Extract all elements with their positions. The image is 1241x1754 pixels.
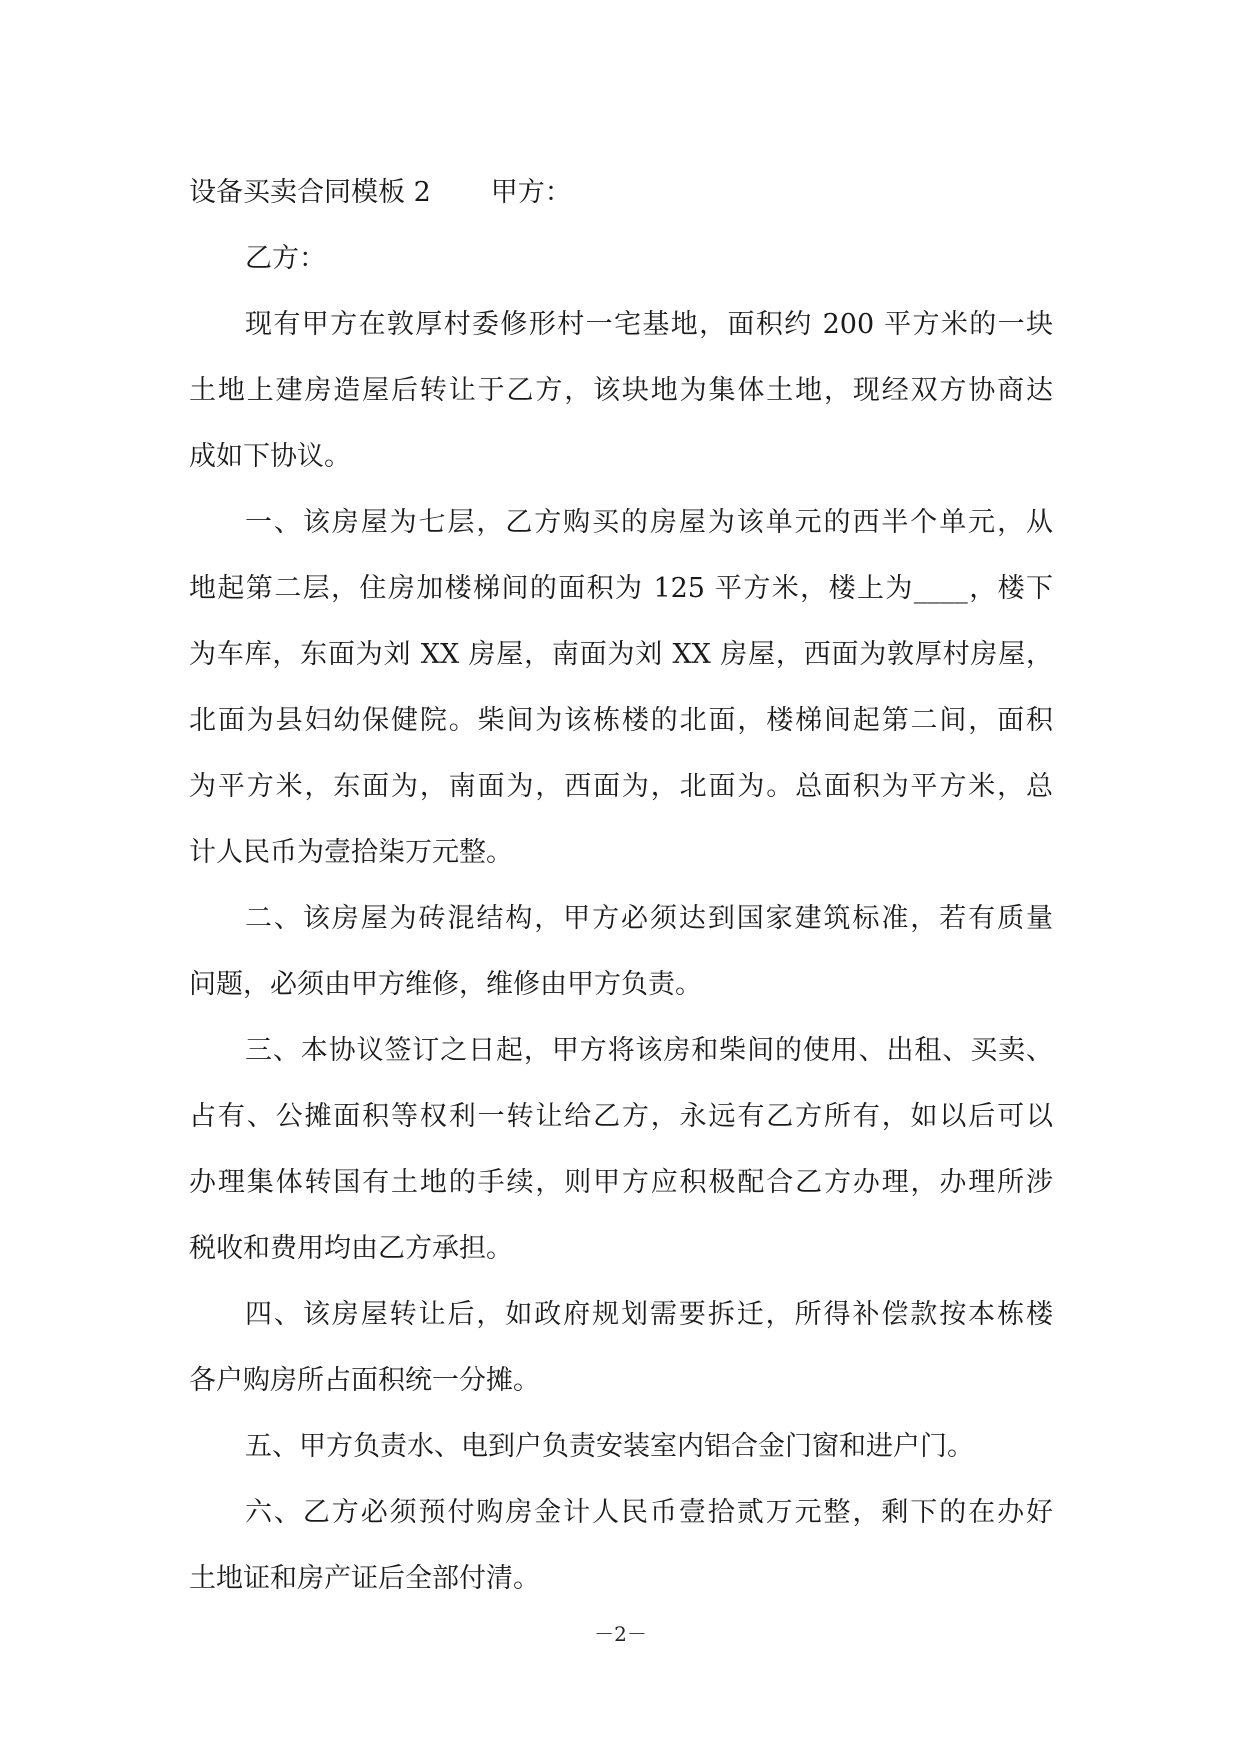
text-line: 五、甲方负责水、电到户负责安装室内铝合金门窗和进户门。 bbox=[245, 1431, 974, 1462]
paragraph bbox=[189, 292, 1053, 490]
text-line: 六、乙方必须预付购房金计人民币壹拾贰万元整，剩下的在办好 bbox=[245, 1497, 1053, 1528]
party-a-label: 甲方： bbox=[490, 177, 572, 208]
text-line: 税收和费用均由乙方承担。 bbox=[189, 1233, 513, 1264]
text-line: 三、本协议签订之日起，甲方将该房和柴间的使用、出租、买卖、 bbox=[245, 1035, 1053, 1066]
text-line: 现有甲方在敦厚村委修形村一宅基地，面积约 200 平方米的一块 bbox=[245, 309, 1053, 340]
text-line: 为车库，东面为刘 XX 房屋，南面为刘 XX 房屋，西面为敦厚村房屋， bbox=[189, 639, 1053, 670]
paragraph bbox=[189, 1480, 1053, 1612]
document-body bbox=[189, 160, 1053, 1612]
party-b-label: 乙方： bbox=[245, 243, 326, 274]
text-line: 二、该房屋为砖混结构，甲方必须达到国家建筑标准，若有质量 bbox=[245, 903, 1053, 934]
text-line: 北面为县妇幼保健院。柴间为该栋楼的北面，楼梯间起第二间，面积 bbox=[189, 705, 1053, 736]
paragraph bbox=[189, 1282, 1053, 1414]
paragraph bbox=[189, 1414, 1053, 1480]
text-line: 一、该房屋为七层，乙方购买的房屋为该单元的西半个单元，从 bbox=[245, 507, 1053, 538]
text-line: 占有、公摊面积等权利一转让给乙方，永远有乙方所有，如以后可以 bbox=[189, 1101, 1053, 1132]
paragraph bbox=[189, 1018, 1053, 1282]
page-number: －2－ bbox=[594, 1622, 647, 1646]
text-line: 计人民币为壹拾柒万元整。 bbox=[189, 837, 513, 868]
text-line: 为平方米，东面为，南面为，西面为，北面为。总面积为平方米，总 bbox=[189, 771, 1053, 802]
party-b-line bbox=[189, 226, 1053, 292]
text-line: 问题，必须由甲方维修，维修由甲方负责。 bbox=[189, 969, 702, 1000]
text-line: 成如下协议。 bbox=[189, 441, 351, 472]
text-line: 四、该房屋转让后，如政府规划需要拆迁，所得补偿款按本栋楼 bbox=[245, 1299, 1053, 1330]
document-title: 设备买卖合同模板 2 bbox=[189, 177, 431, 208]
text-line: 地起第二层，住房加楼梯间的面积为 125 平方米，楼上为____，楼下 bbox=[189, 573, 1053, 604]
text-line: 各户购房所占面积统一分摊。 bbox=[189, 1365, 540, 1396]
text-line: 土地上建房造屋后转让于乙方，该块地为集体土地，现经双方协商达 bbox=[189, 375, 1053, 406]
text-line: 办理集体转国有土地的手续，则甲方应积极配合乙方办理，办理所涉 bbox=[189, 1167, 1053, 1198]
title-line bbox=[189, 160, 1053, 226]
clauses bbox=[189, 292, 1053, 1612]
text-line: 土地证和房产证后全部付清。 bbox=[189, 1563, 540, 1594]
paragraph bbox=[189, 490, 1053, 886]
paragraph bbox=[189, 886, 1053, 1018]
